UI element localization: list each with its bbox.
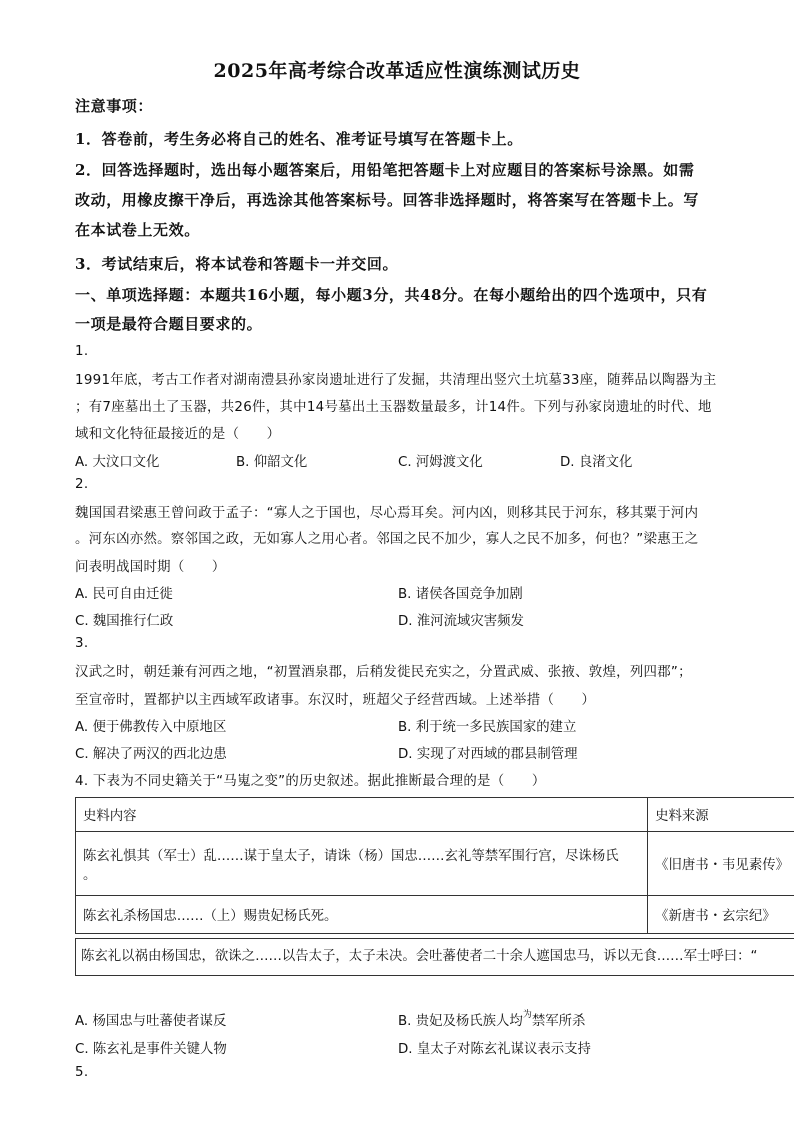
question-1-line-2: ；有7座墓出土了玉器，共26件，其中14号墓出土玉器数量最多，计14件。下列与孙家岗遗址的时代、地	[75, 400, 712, 415]
question-4-option-c: C. 陈玄礼是事件关键人物	[75, 1042, 227, 1057]
question-3-line-2: 至宣帝时，置都护以主西域军政诸事。东汉时，班超父子经营西域。上述举措（ ）	[75, 693, 596, 708]
option-b-superscript: 为	[522, 1010, 532, 1020]
notice-item-2-line-3: 在本试卷上无效。	[75, 221, 200, 239]
question-4-option-d: D. 皇太子对陈玄礼谋议表示支持	[398, 1042, 591, 1057]
notice-item-2-line-1: 2．回答选择题时，选出每小题答案后，用铅笔把答题卡上对应题目的答案标号涂黑。如需	[75, 161, 695, 179]
question-3-option-d: D. 实现了对西域的郡县制管理	[398, 747, 578, 762]
notice-item-3: 3．考试结束后，将本试卷和答题卡一并交回。	[75, 255, 399, 273]
question-1-option-b: B. 仰韶文化	[236, 455, 308, 470]
option-b-text-after: 禁军所杀	[531, 1014, 586, 1029]
notice-heading: 注意事项：	[75, 97, 154, 115]
notice-item-2-line-2: 改动，用橡皮擦干净后，再选涂其他答案标号。回答非选择题时，将答案写在答题卡上。写	[75, 191, 700, 209]
section-heading-line-1: 一、单项选择题：本题共16小题，每小题3分，共48分。在每小题给出的四个选项中，只有	[75, 286, 708, 304]
question-2-option-d: D. 淮河流域灾害频发	[398, 614, 524, 629]
question-2-line-1: 魏国国君梁惠王曾问政于孟子：“寡人之于国也，尽心焉耳矣。河内凶，则移其民于河东，移其粟于河内	[75, 506, 699, 521]
source-table	[75, 797, 794, 934]
section-heading-line-2: 一项是最符合题目要求的。	[75, 315, 263, 333]
table-cell-content	[76, 832, 648, 896]
table-row	[76, 832, 794, 896]
table-row	[76, 896, 794, 934]
table-cell-source: 《新唐书・玄宗纪》	[648, 896, 794, 934]
question-3-option-c: C. 解决了两汉的西北边患	[75, 747, 227, 762]
table-cell-text-line-2: 。	[83, 867, 97, 883]
question-1-option-a: A. 大汶口文化	[75, 455, 160, 470]
notice-item-1: 1．答卷前，考生务必将自己的姓名、准考证号填写在答题卡上。	[75, 130, 523, 148]
question-number: 5.	[75, 1065, 89, 1080]
question-4-option-a: A. 杨国忠与吐蕃使者谋反	[75, 1014, 227, 1029]
table-extra-row: 陈玄礼以祸由杨国忠，欲诛之……以告太子，太子未决。会吐蕃使者二十余人遮国忠马，诉以无食……军士呼曰：“	[75, 938, 794, 976]
question-3-option-b: B. 利于统一多民族国家的建立	[398, 720, 577, 735]
question-number: 2.	[75, 477, 89, 492]
table-cell-text-line-1: 陈玄礼惧其（军士）乱……谋于皇太子，请诛（杨）国忠……玄礼等禁军围行宫，尽诛杨氏	[83, 848, 619, 864]
question-number: 1.	[75, 344, 89, 359]
question-2-line-2: 。河东凶亦然。察邻国之政，无如寡人之用心者。邻国之民不加少，寡人之民不加多，何也？”梁惠王之	[75, 532, 699, 547]
question-4-stem: 4. 下表为不同史籍关于“马嵬之变”的历史叙述。据此推断最合理的是（ ）	[75, 774, 546, 789]
page-title: 2025年高考综合改革适应性演练测试历史	[213, 60, 581, 82]
question-2-option-a: A. 民可自由迁徙	[75, 587, 173, 602]
question-4-option-b	[398, 1010, 585, 1029]
question-3-option-a: A. 便于佛教传入中原地区	[75, 720, 227, 735]
question-1-option-d: D. 良渚文化	[560, 455, 633, 470]
question-2-option-b: B. 诸侯各国竞争加剧	[398, 587, 523, 602]
question-number: 3.	[75, 636, 89, 651]
table-cell-source: 《旧唐书・韦见素传》	[648, 832, 794, 896]
table-cell-content: 陈玄礼杀杨国忠……（上）赐贵妃杨氏死。	[76, 896, 648, 934]
table-header-source: 史料来源	[648, 798, 794, 832]
question-3-line-1: 汉武之时，朝廷兼有河西之地，“初置酒泉郡，后稍发徙民充实之，分置武威、张掖、敦煌，列四郡”；	[75, 665, 692, 680]
option-b-text-before: B. 贵妃及杨氏族人均	[398, 1014, 523, 1029]
question-1-line-1: 1991年底，考古工作者对湖南澧县孙家岗遗址进行了发掘，共清理出竖穴土坑墓33座，随葬品以陶器为主	[75, 373, 717, 388]
question-2-line-3: 问表明战国时期（ ）	[75, 560, 226, 575]
table-header-row	[76, 798, 794, 832]
table-header-content: 史料内容	[76, 798, 648, 832]
question-1-line-3: 域和文化特征最接近的是（ ）	[75, 427, 281, 442]
question-2-option-c: C. 魏国推行仁政	[75, 614, 174, 629]
question-1-option-c: C. 河姆渡文化	[398, 455, 483, 470]
